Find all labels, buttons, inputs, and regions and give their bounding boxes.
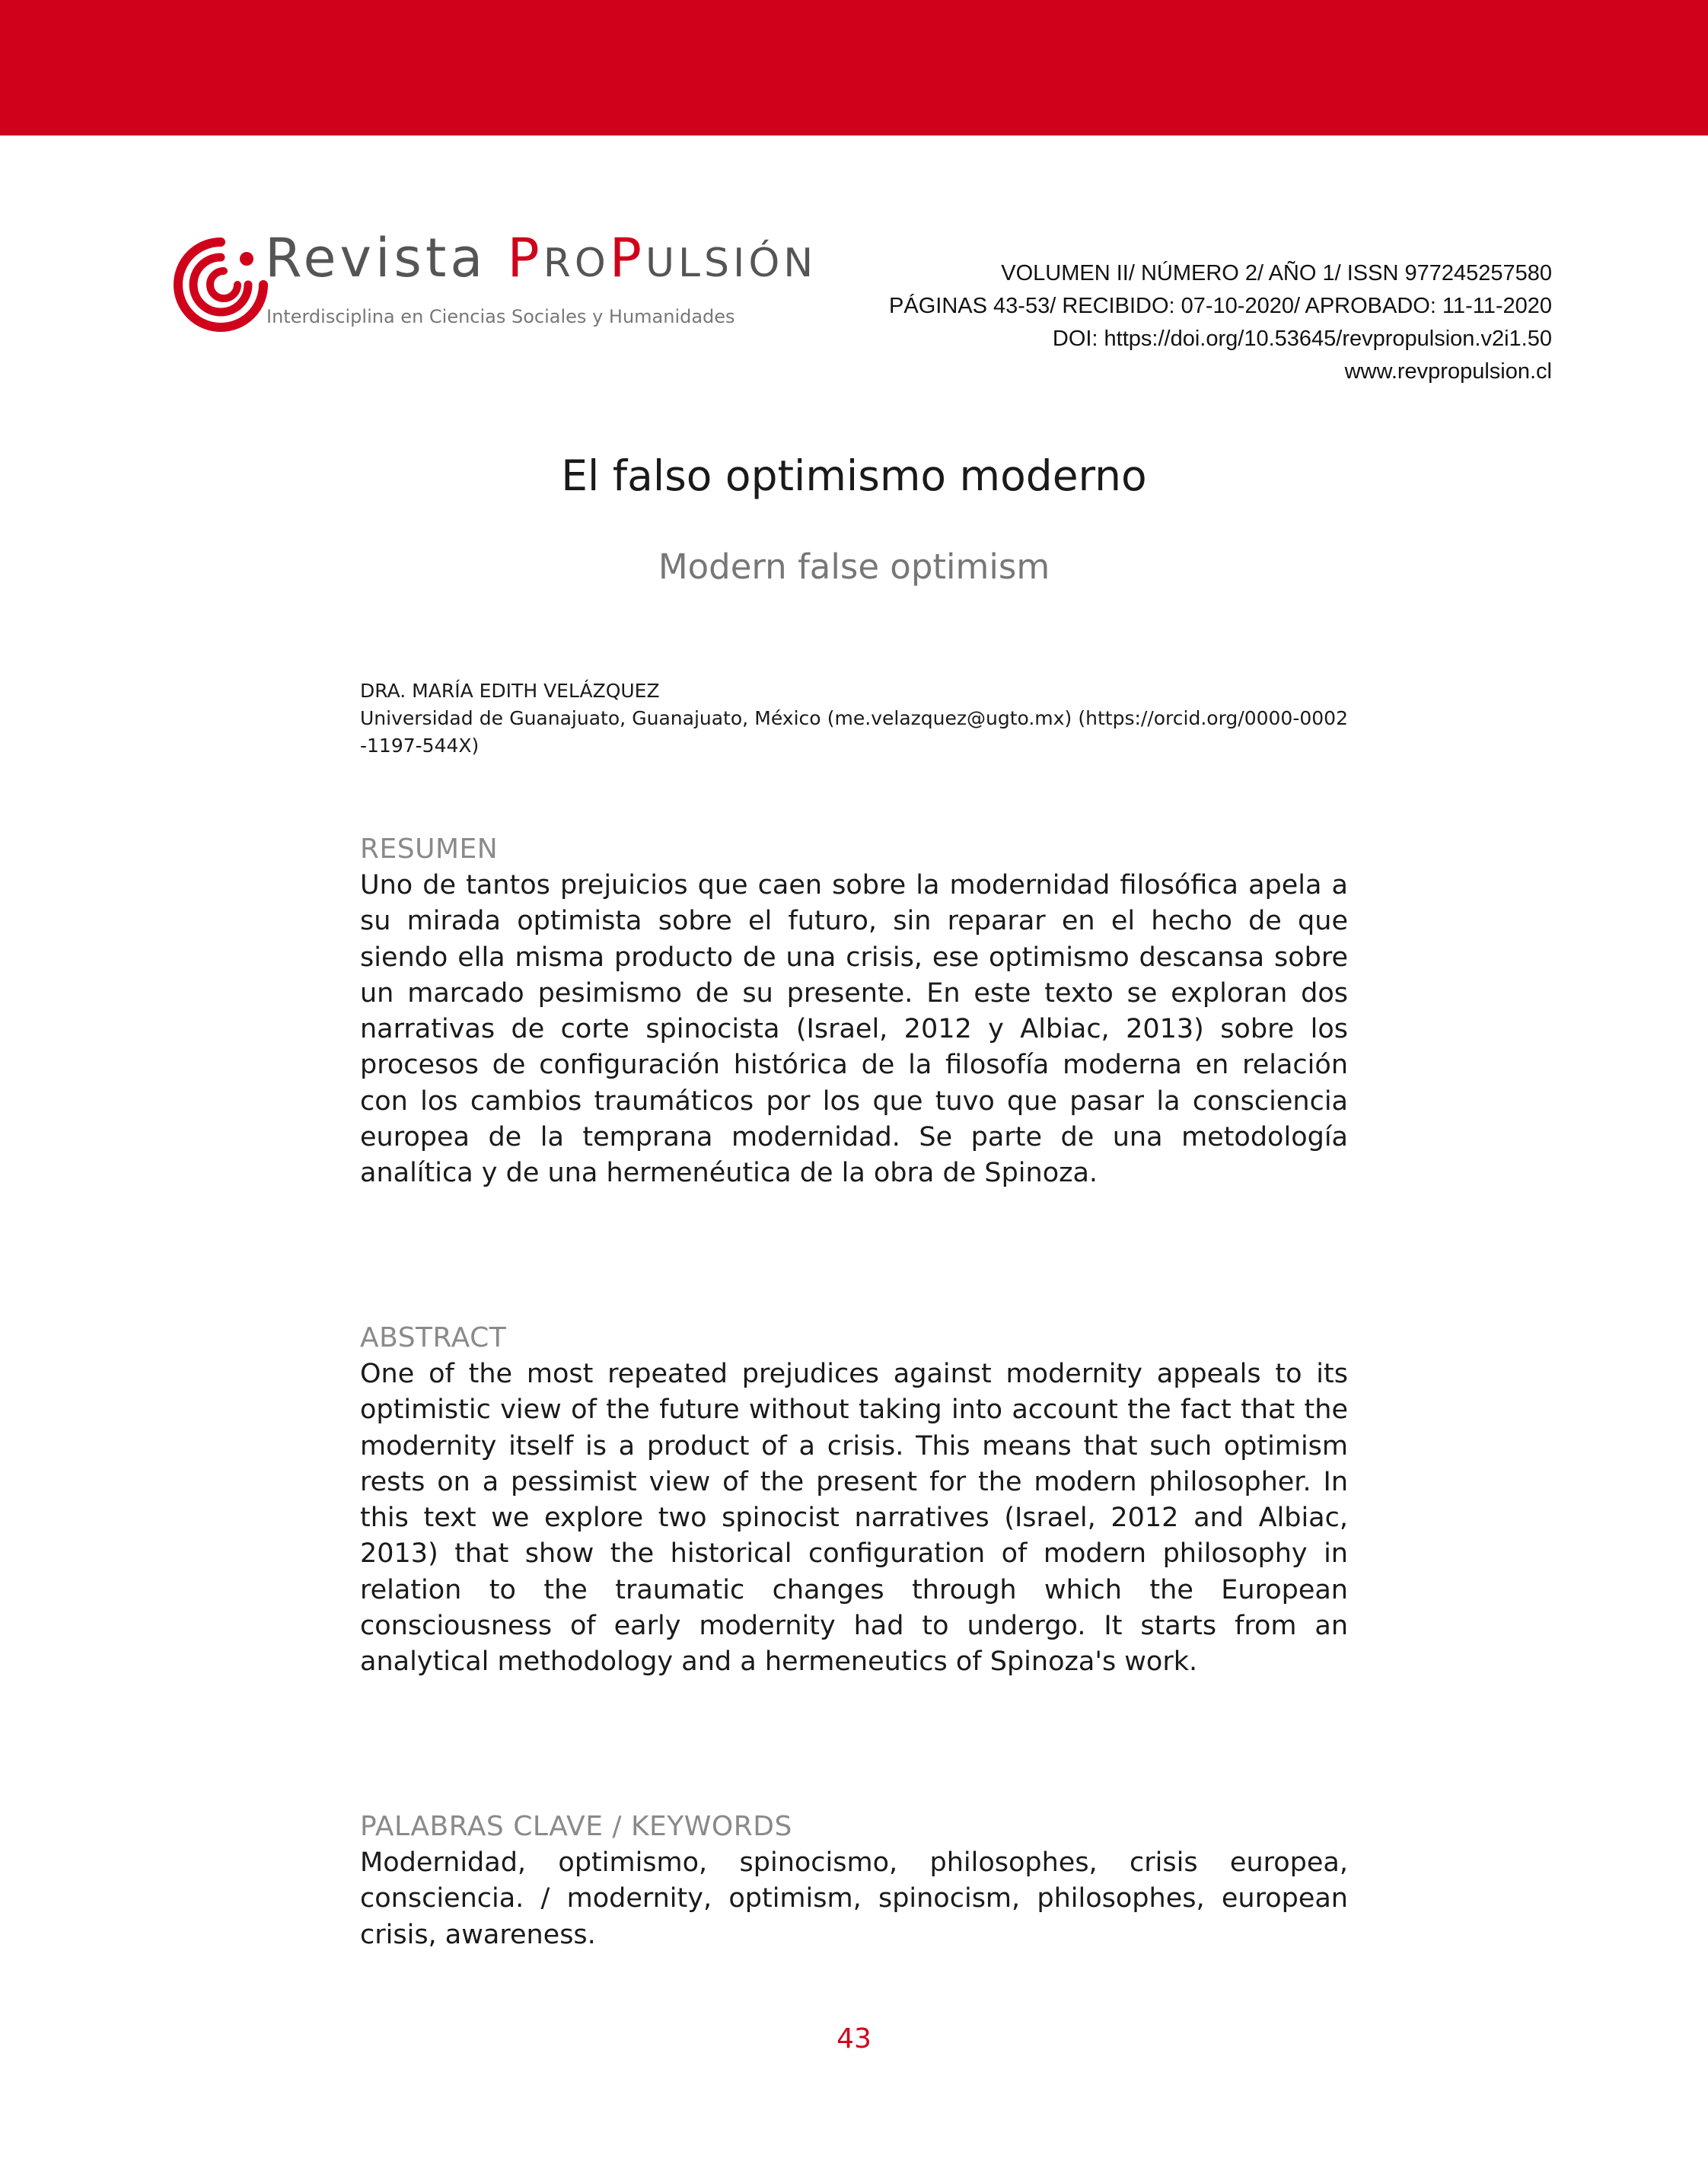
header-red-band bbox=[0, 0, 1708, 135]
journal-tagline: Interdisciplina en Ciencias Sociales y Humanidades bbox=[266, 306, 735, 327]
abstract-body: One of the most repeated prejudices against modernity appeals to its optimistic view of the future without taking into account the fact that the modernity itself is a product of a crisis. This means that such optimism rests on a pessimist view of the present for the modern philosopher. In this text we explore two spinocist narratives (Israel, 2012 and Albiac, 2013) that show the historical configuration of modern philosophy in relation to the traumatic changes through which the European consciousness of early modernity had to undergo. It starts from an analytical methodology and a hermeneutics of Spinoza's work. bbox=[360, 1359, 1348, 1678]
abstract-section bbox=[360, 1320, 1348, 1681]
keywords-body: Modernidad, optimismo, spinocismo, philosophes, crisis europea, consciencia. / modernity, optimism, spinocism, philosophes, european crisis, awareness. bbox=[360, 1847, 1348, 1950]
keywords-heading: PALABRAS CLAVE / KEYWORDS bbox=[360, 1811, 792, 1842]
resumen-body: Uno de tantos prejuicios que caen sobre la modernidad filosófica apela a su mirada optimista sobre el futuro, sin reparar en el hecho de que siendo ella misma producto de una crisis, ese optimismo descansa sobre un marcado pesimismo de su presente. En este texto se exploran dos narrativas de corte spinocista (Israel, 2012 y Albiac, 2013) sobre los procesos de configuración histórica de la filosofía moderna en relación con los cambios traumáticos por los que tuvo que pasar la consciencia europea de la temprana modernidad. Se parte de una metodología analítica y de una hermenéutica de la obra de Spinoza. bbox=[360, 870, 1348, 1189]
journal-logo[interactable] bbox=[174, 227, 817, 336]
author-affiliation: Universidad de Guanajuato, Guanajuato, México (me.velazquez@ugto.mx) (https://orcid.org/0000-0002-1197-544X) bbox=[360, 707, 1348, 757]
author-block bbox=[360, 677, 1348, 760]
journal-name: Revista PROPULSIÓN bbox=[265, 227, 817, 289]
website-link[interactable]: www.revpropulsion.cl bbox=[1344, 359, 1552, 384]
article-subtitle: Modern false optimism bbox=[658, 547, 1050, 587]
page-number: 43 bbox=[836, 2023, 872, 2054]
author-name: DRA. MARÍA EDITH VELÁZQUEZ bbox=[360, 680, 660, 702]
volume-info: VOLUMEN II/ NÚMERO 2/ AÑO 1/ ISSN 977245257580 bbox=[1001, 261, 1552, 285]
propulsion-logo-icon bbox=[174, 237, 268, 332]
doi-link[interactable]: DOI: https://doi.org/10.53645/revpropulsion.v2i1.50 bbox=[1052, 327, 1552, 351]
pages-dates-info: PÁGINAS 43-53/ RECIBIDO: 07-10-2020/ APROBADO: 11-11-2020 bbox=[889, 294, 1552, 318]
keywords-section bbox=[360, 1809, 1348, 1953]
resumen-heading: RESUMEN bbox=[360, 834, 499, 865]
abstract-heading: ABSTRACT bbox=[360, 1322, 507, 1353]
article-title: El falso optimismo moderno bbox=[561, 451, 1147, 500]
publication-metadata bbox=[889, 257, 1552, 388]
resumen-section bbox=[360, 831, 1348, 1192]
